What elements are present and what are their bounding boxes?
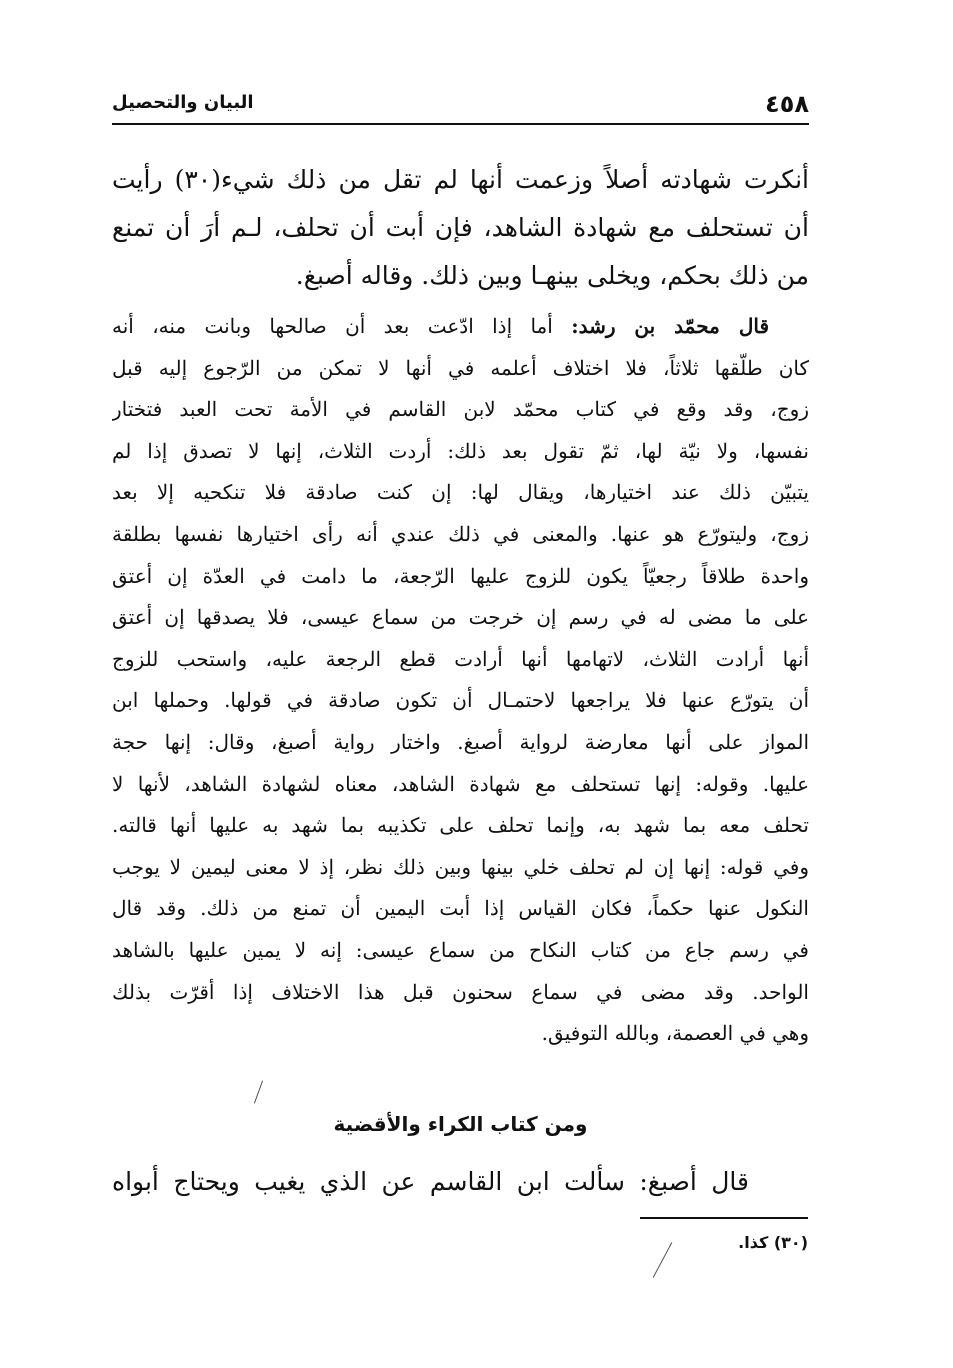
commentary-line: المواز على أنها معارضة لرواية أصبغ. واختار رواية أصبغ، وقال: إنها حجة — [112, 729, 809, 754]
intro-line: أن تستحلف مع شهادة الشاهد، فإن أبت أن تحلف، لـم أرَ أن تمنع — [112, 213, 809, 242]
commentary-line-first — [112, 306, 809, 348]
commentary-speaker: قال محمّد بن رشد: — [571, 314, 769, 338]
commentary-line: يتبيّن ذلك عند اختيارها، ويقال لها: إن كنت صادقة فلا تنكحيه إلا بعد — [112, 480, 809, 505]
header-rule — [112, 123, 809, 125]
running-title: البيان والتحصيل — [112, 92, 254, 113]
commentary-line: تحلف معه بما شهد به، وإنما تحلف على تكذيبه بما شهد به عليها أنها قالته. — [112, 813, 809, 838]
commentary-line: على ما مضى له في رسم إن خرجت من سماع عيسى، فلا يصدقها إن أعتق — [112, 605, 809, 630]
commentary-line: زوج، وليتورّع هو عنها. والمعنى في ذلك عندي أنه رأى اختيارها نفسها بطلقة — [112, 521, 809, 546]
commentary-line: واحدة طلاقاً رجعيّاً يكون للزوج عليها الرّجعة، ما دامت في العدّة إن أعتق — [112, 563, 809, 588]
footnote-rule — [640, 1217, 808, 1219]
scan-artifact-mark — [254, 1081, 263, 1104]
commentary-paragraph — [112, 306, 809, 1055]
commentary-line: وفي قوله: إنها إن لم تحلف خلي بينها وبين ذلك نظر، إذ لا معنى ليمين لا يوجب — [112, 854, 809, 879]
commentary-line: في رسم جاع من كتاب النكاح من سماع عيسى: إنه لا يمين عليها بالشاهد — [112, 937, 809, 962]
commentary-line: عليها. وقوله: إنها تستحلف مع شهادة الشاهد، معناه لشهادة الشاهد، لأنها لا — [112, 771, 809, 796]
section-heading: ومن كتاب الكراء والأقضية — [333, 1112, 588, 1136]
commentary-line: النكول عنها حكماً، فكان القياس إذا أبت اليمين أن تمنع من ذلك. وقد قال — [112, 896, 809, 921]
commentary-line: زوج، وقد وقع في كتاب محمّد لابن القاسم في الأمة تحت العبد فتختار — [112, 397, 809, 422]
intro-line: أنكرت شهادته أصلاً وزعمت أنها لم تقل من ذلك شيء(٣٠) رأيت — [112, 165, 809, 194]
commentary-first-line-text: أما إذا ادّعت بعد أن صالحها وبانت منه، أنه — [112, 314, 572, 338]
commentary-line: أنها أرادت الثلاث، لاتهامها أنها أرادت قطع الرجعة عليه، واستحب للزوج — [112, 646, 809, 671]
intro-paragraph — [112, 156, 809, 300]
commentary-line: نفسها، ولا نيّة لها، ثمّ تقول بعد ذلك: أردت الثلاث، إنها لا تصدق إذا لم — [112, 438, 809, 463]
intro-line: من ذلك بحكم، ويخلى بينهـا وبين ذلك. وقاله أصبغ. — [295, 261, 809, 290]
commentary-line: كان طلّقها ثلاثاً، فلا اختلاف أعلمه في أنها لا تمكن من الرّجوع إليه قبل — [112, 355, 809, 380]
commentary-line: الواحد. وقد مضى في سماع سحنون قبل هذا الاختلاف إذا أقرّت بذلك — [112, 979, 809, 1004]
page-header — [112, 86, 809, 122]
section-opening-line: قال أصبغ: سألت ابن القاسم عن الذي يغيب ويحتاج أبواه — [112, 1167, 749, 1196]
page-number: ٤٥٨ — [765, 90, 809, 118]
commentary-line: وهي في العصمة، وبالله التوفيق. — [541, 1021, 809, 1046]
commentary-line: أن يتورّع عنها فلا يراجعها لاحتمـال أن تكون صادقة في قولها. وحملها ابن — [112, 688, 809, 713]
footnote: (٣٠) كذا. — [738, 1233, 808, 1252]
